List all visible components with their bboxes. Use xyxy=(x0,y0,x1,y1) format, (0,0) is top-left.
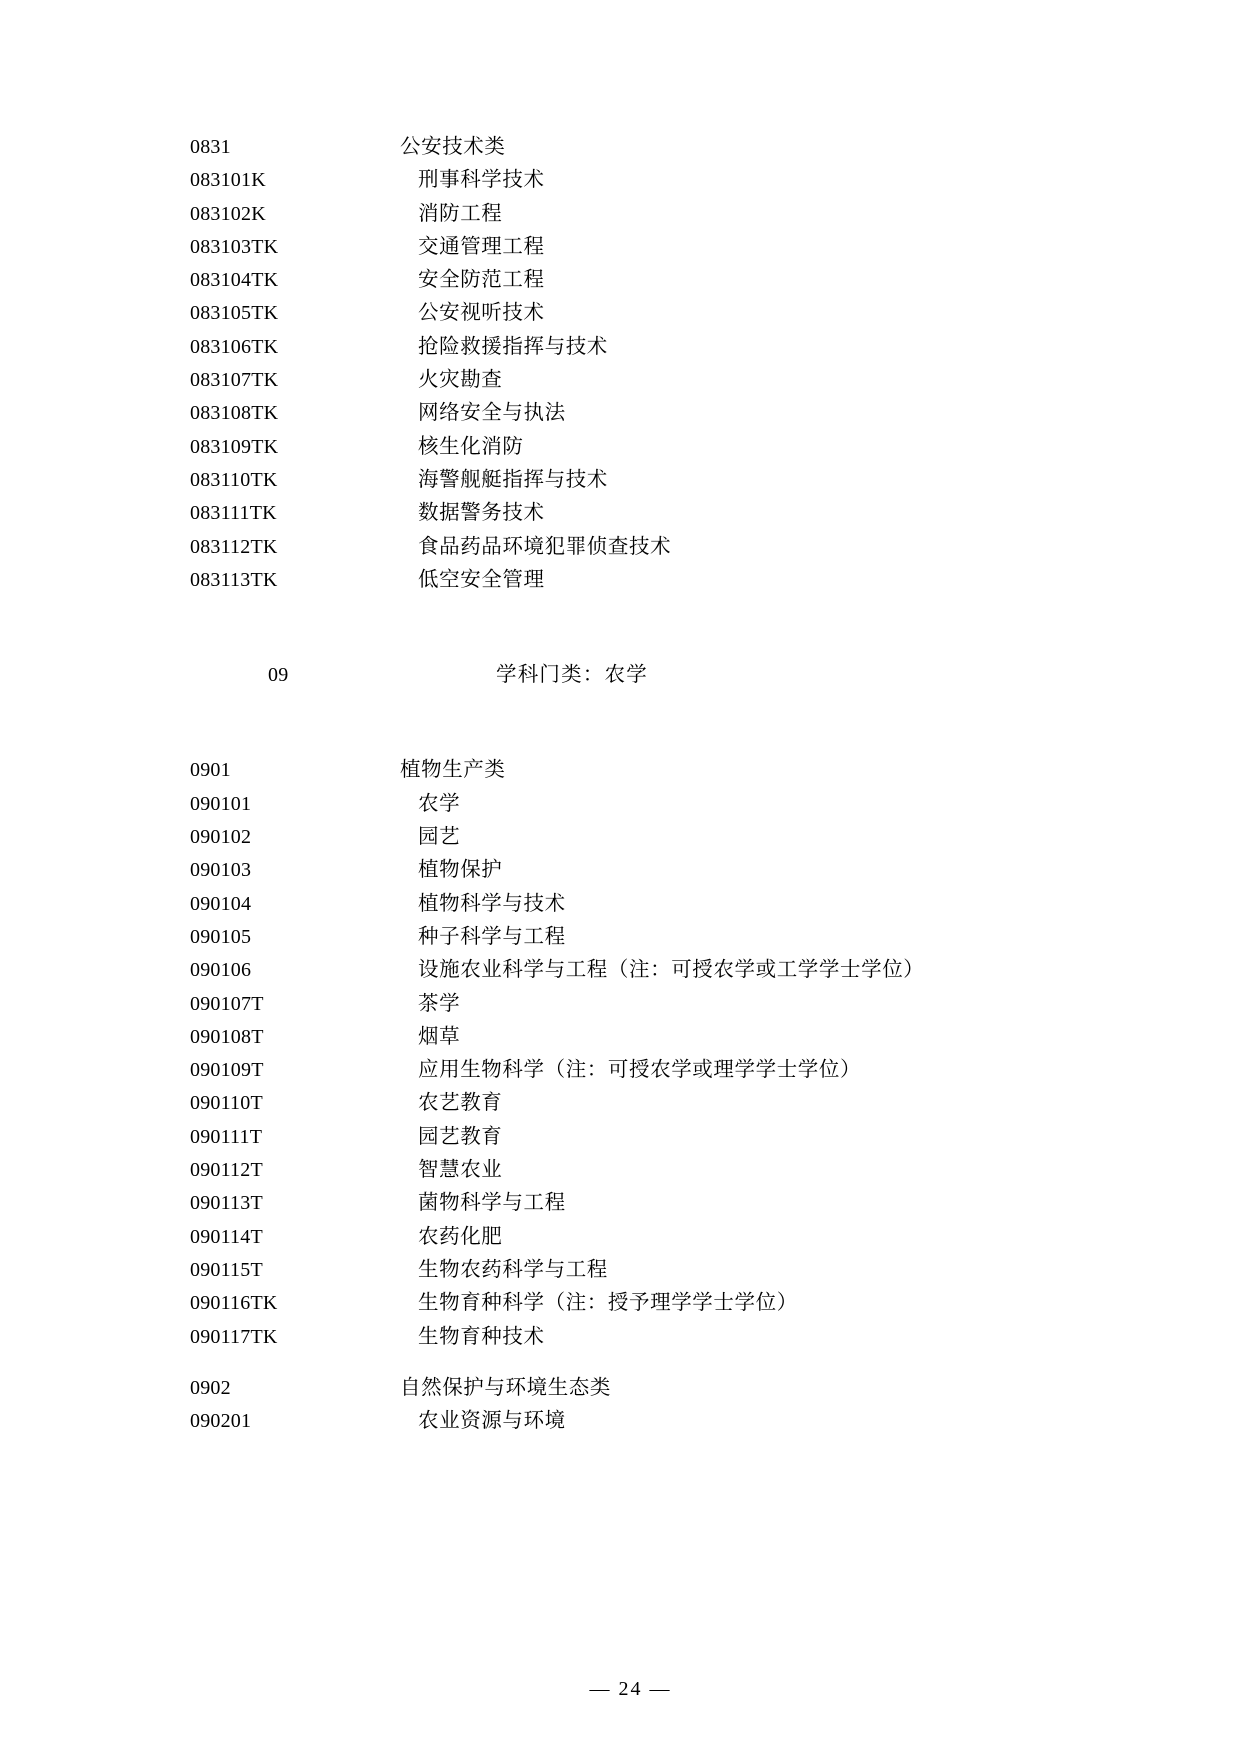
major-row xyxy=(190,1153,1091,1186)
major-code: 090117TK xyxy=(190,1325,278,1348)
major-row xyxy=(190,1320,1091,1353)
major-row xyxy=(190,230,1091,263)
major-name: 网络安全与执法 xyxy=(418,400,566,425)
section-spacer xyxy=(190,596,1091,658)
major-name: 海警舰艇指挥与技术 xyxy=(418,466,608,491)
major-code: 083113TK xyxy=(190,568,278,591)
major-name: 茶学 xyxy=(418,990,461,1015)
major-row xyxy=(190,787,1091,820)
major-name: 交通管理工程 xyxy=(418,233,545,258)
category-code: 0902 xyxy=(190,1376,231,1399)
major-row xyxy=(190,1220,1091,1253)
major-name: 植物保护 xyxy=(418,857,503,882)
major-code: 083105TK xyxy=(190,302,279,325)
category-code: 0831 xyxy=(190,136,231,158)
major-row xyxy=(190,363,1091,396)
major-row xyxy=(190,530,1091,563)
major-name: 抢险救援指挥与技术 xyxy=(418,333,608,358)
major-name: 菌物科学与工程 xyxy=(418,1190,566,1215)
major-name: 农药化肥 xyxy=(418,1223,503,1248)
major-name: 食品药品环境犯罪侦查技术 xyxy=(418,533,672,558)
major-code: 090116TK xyxy=(190,1292,278,1315)
major-code: 083102K xyxy=(190,202,266,225)
major-code: 090105 xyxy=(190,925,252,948)
major-code: 083104TK xyxy=(190,269,279,292)
major-row xyxy=(190,987,1091,1020)
category-row xyxy=(190,1371,1091,1404)
major-code: 090113T xyxy=(190,1192,263,1215)
major-name: 火灾勘查 xyxy=(418,367,503,392)
major-name: 烟草 xyxy=(418,1023,461,1048)
discipline-row xyxy=(190,658,1091,691)
major-row xyxy=(190,953,1091,986)
major-code: 090104 xyxy=(190,892,252,915)
major-row xyxy=(190,1053,1091,1086)
category-code: 0901 xyxy=(190,759,231,782)
major-row xyxy=(190,1253,1091,1286)
major-row xyxy=(190,920,1091,953)
major-row xyxy=(190,1020,1091,1053)
page-number: — 24 — xyxy=(589,1678,672,1700)
major-name: 设施农业科学与工程（注：可授农学或工学学士学位） xyxy=(418,957,925,982)
major-row xyxy=(190,1186,1091,1219)
major-code: 090103 xyxy=(190,859,252,882)
major-code: 083112TK xyxy=(190,535,278,558)
major-code: 090110T xyxy=(190,1092,263,1115)
major-code: 090108T xyxy=(190,1025,264,1048)
major-name: 园艺 xyxy=(418,824,461,849)
major-row xyxy=(190,1286,1091,1319)
major-code: 083109TK xyxy=(190,435,279,458)
major-name: 生物育种技术 xyxy=(418,1323,545,1348)
major-code: 083111TK xyxy=(190,502,277,525)
major-row xyxy=(190,496,1091,529)
major-row xyxy=(190,820,1091,853)
major-code: 090101 xyxy=(190,792,252,815)
major-code: 090111T xyxy=(190,1125,263,1148)
category-name: 植物生产类 xyxy=(400,757,506,782)
discipline-code: 09 xyxy=(268,664,289,687)
major-name: 安全防范工程 xyxy=(418,267,545,292)
major-row xyxy=(190,263,1091,296)
major-row xyxy=(190,1120,1091,1153)
major-name: 种子科学与工程 xyxy=(418,923,566,948)
major-code: 090106 xyxy=(190,959,252,982)
major-code: 090107T xyxy=(190,992,264,1015)
major-name: 消防工程 xyxy=(418,200,503,225)
major-name: 应用生物科学（注：可授农学或理学学士学位） xyxy=(418,1057,862,1082)
major-name: 数据警务技术 xyxy=(418,500,545,525)
major-name: 植物科学与技术 xyxy=(418,890,566,915)
major-code: 083107TK xyxy=(190,369,279,392)
major-code: 090114T xyxy=(190,1225,263,1248)
category-name: 公安技术类 xyxy=(400,134,506,158)
major-code: 083106TK xyxy=(190,335,279,358)
major-row xyxy=(190,853,1091,886)
major-name: 农学 xyxy=(418,790,461,815)
category-name: 自然保护与环境生态类 xyxy=(400,1374,611,1399)
major-row xyxy=(190,887,1091,920)
major-row xyxy=(190,330,1091,363)
major-code: 090201 xyxy=(190,1410,252,1433)
major-name: 生物育种科学（注：授予理学学士学位） xyxy=(418,1290,798,1315)
major-row xyxy=(190,563,1091,596)
major-name: 核生化消防 xyxy=(418,433,524,458)
major-code: 083101K xyxy=(190,169,266,192)
major-name: 农业资源与环境 xyxy=(418,1408,566,1433)
major-code: 083103TK xyxy=(190,235,279,258)
section-spacer xyxy=(190,691,1091,753)
major-row xyxy=(190,1404,1091,1437)
category-row xyxy=(190,753,1091,786)
major-name: 农艺教育 xyxy=(418,1090,503,1115)
major-row xyxy=(190,430,1091,463)
section-spacer xyxy=(190,1353,1091,1371)
major-name: 刑事科学技术 xyxy=(418,167,545,192)
discipline-name: 学科门类：农学 xyxy=(496,662,648,687)
major-name: 园艺教育 xyxy=(418,1123,503,1148)
major-code: 083110TK xyxy=(190,468,278,491)
major-code: 090112T xyxy=(190,1159,263,1182)
major-code: 083108TK xyxy=(190,402,279,425)
major-row xyxy=(190,463,1091,496)
major-code: 090115T xyxy=(190,1258,263,1281)
major-name: 低空安全管理 xyxy=(418,566,545,591)
major-name: 公安视听技术 xyxy=(418,300,545,325)
major-code: 090102 xyxy=(190,826,252,849)
major-name: 生物农药科学与工程 xyxy=(418,1256,608,1281)
major-name: 智慧农业 xyxy=(418,1157,503,1182)
major-row xyxy=(190,396,1091,429)
major-row xyxy=(190,1086,1091,1119)
category-row xyxy=(190,130,1091,163)
major-code: 090109T xyxy=(190,1059,264,1082)
major-row xyxy=(190,197,1091,230)
major-row xyxy=(190,296,1091,329)
major-row xyxy=(190,163,1091,196)
